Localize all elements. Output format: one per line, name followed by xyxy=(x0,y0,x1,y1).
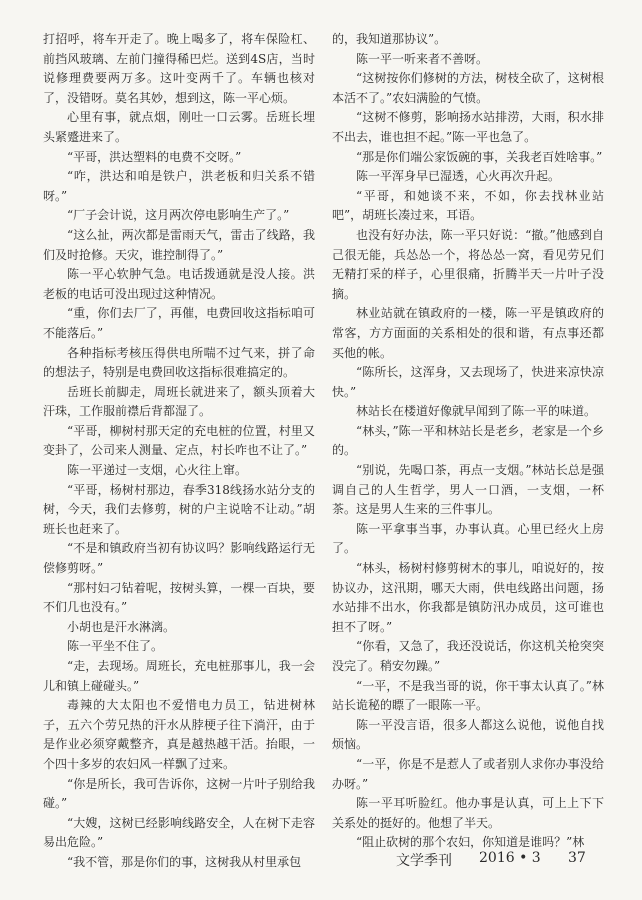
paragraph: “阻止砍树的那个农妇，你知道是谁吗？”林 xyxy=(356,835,585,850)
paragraph: “不是和镇政府当初有协议吗？影响线路运行无偿修剪呀。” xyxy=(43,541,315,576)
paragraph: “林头，”陈一平和林站长是老乡，老家是一个乡的。 xyxy=(332,423,604,458)
paragraph: 陈一平拿事当事，办事认真。心里已经火上房了。 xyxy=(332,521,604,556)
paragraph: “你是所长，我可告诉你，这树一片叶子别给我碰。” xyxy=(43,776,315,811)
paragraph: 陈一平一听来者不善呀。 xyxy=(356,51,489,66)
paragraph: “平哥，洪达塑料的电费不交呀。” xyxy=(67,149,242,164)
paragraph: 陈一平递过一支烟，心火往上窜。 xyxy=(67,463,248,478)
paragraph: 的，我知道那协议”。 xyxy=(332,32,447,46)
paragraph: 心里有事，就点烟，刚吐一口云雾。岳班长埋头紧蹙进来了。 xyxy=(43,110,315,144)
paragraph: “林头，杨树村修剪树木的事儿，咱说好的，按协议办，这汛期，哪天大雨，供电线路出问题，扬水站排不出水，你我都是镇防汛办成员，这可谁也担不了呀。” xyxy=(332,561,604,634)
paragraph: 陈一平浑身早已湿透，心火再次升起。 xyxy=(356,169,561,184)
paragraph: “别说，先喝口茶，再点一支烟。”林站长总是强调自己的人生哲学，男人一口酒，一支烟，一杯茶。这是男人生来的三件事儿。 xyxy=(332,463,604,517)
paragraph: “这么扯，两次都是雷雨天气，雷击了线路，我们及时抢修。天灾，谁控制得了。” xyxy=(43,227,315,262)
paragraph: “我不管，那是你们的事，这树我从村里承包 xyxy=(67,854,302,869)
paragraph: “那是你们端公家饭碗的事，关我老百姓啥事。” xyxy=(356,149,603,164)
paragraph: 各种指标考核压得供电所喘不过气来，拼了命的想法子，特别是电费回收这指标很难搞定的。 xyxy=(43,345,315,380)
page-footer xyxy=(0,850,642,874)
paragraph: “平哥，和她谈不来，不如，你去找林业站吧”，胡班长凑过来，耳语。 xyxy=(332,188,604,223)
paragraph: “厂子会计说，这月两次停电影响生产了。” xyxy=(67,208,290,223)
journal-name: 文学季刊 xyxy=(396,853,452,869)
left-text-column xyxy=(43,30,315,873)
paragraph: “那村妇刁钻着呢，按树头算，一棵一百块，要不们几也没有。” xyxy=(43,580,315,615)
paragraph: 岳班长前脚走，周班长就进来了，额头顶着大汗珠，工作服前襟后背都湿了。 xyxy=(43,384,315,419)
paragraph: 陈一平耳听脸红。他办事是认真，可上上下下关系处的挺好的。他想了半天。 xyxy=(332,796,604,830)
paragraph: 陈一平坐不住了。 xyxy=(67,639,164,654)
paragraph: “一平，你是不是惹人了或者别人求你办事没给办呀。” xyxy=(332,756,604,791)
paragraph: “重，你们去厂了，再催，电费回收这指标咱可不能落后。” xyxy=(43,306,315,340)
paragraph: 毒辣的大太阳也不爱惜电力员工，钻进树林子，五六个劳兄热的汗水从脖梗子往下淌汗，由于是作业必须穿戴整齐，真是越热越干活。抬眼，一个四十多岁的农妇风一样飘了过来。 xyxy=(43,698,315,771)
paragraph: 林业站就在镇政府的一楼，陈一平是镇政府的常客，方方面面的关系相处的很和谐，有点事还都买他的帐。 xyxy=(332,306,604,360)
paragraph: “平哥，杨树村那边，春季318线扬水站分支的树，今天，我们去修剪，树的户主说啥不让动。”胡班长也赶来了。 xyxy=(43,482,315,536)
paragraph: “一平，不是我当哥的说，你干事太认真了。”林站长诡秘的瞟了一眼陈一平。 xyxy=(332,678,604,713)
paragraph: “这树不修剪，影响扬水站排涝，大雨，积水排不出去，谁也担不起。”陈一平也急了。 xyxy=(332,110,604,144)
paragraph: “陈所长，这浑身，又去现场了，快进来凉快凉快。” xyxy=(332,365,604,399)
paragraph: 陈一平心软肿气急。电话拨通就是没人接。洪老板的电话可没出现过这种情况。 xyxy=(43,267,315,301)
paragraph: “咋，洪达和咱是铁户，洪老板和归关系不错呀。” xyxy=(43,169,315,203)
issue-number: 2016 • 3 xyxy=(479,850,541,866)
right-text-column xyxy=(332,30,604,853)
paragraph: 林站长在楼道好像就早闻到了陈一平的味道。 xyxy=(356,404,597,419)
paragraph: “平哥，柳树村那天定的充电桩的位置，村里又变卦了，公司来人测量、定点，村长咋也不让了。” xyxy=(43,423,315,458)
paragraph: 也没有好办法，陈一平只好说：“撤。”他感到自己很无能，兵怂怂一个，将怂怂一窝，看见劳兄们无精打采的样子，心里很痛，折腾半天一片叶子没摘。 xyxy=(332,227,604,301)
paragraph: 小胡也是汗水淋漓。 xyxy=(67,619,176,634)
paragraph: “这树按你们修树的方法，树枝全砍了，这树根本活不了。”农妇满脸的气愤。 xyxy=(332,71,604,105)
page-number: 37 xyxy=(568,850,586,866)
paragraph: “你看，又急了，我还没说话，你这机关枪突突没完了。稍安勿躁。” xyxy=(332,639,604,673)
paragraph: “走，去现场。周班长，充电桩那事儿，我一会儿和镇上碰碰头。” xyxy=(43,659,315,693)
paragraph: 打招呼，将车开走了。晚上喝多了，将车保险杠、前挡风玻璃、左前门撞得稀巴烂。送到4S店，当时说修理费要两万多。这叶变两千了。车辆也核对了，没错呀。莫名其妙，想到这，陈一平心烦。 xyxy=(43,32,315,105)
paragraph: 陈一平没言语，很多人都这么说他，说他自找烦恼。 xyxy=(332,717,604,752)
paragraph: “大嫂，这树已经影响线路安全，人在树下走容易出危险。” xyxy=(43,815,315,850)
